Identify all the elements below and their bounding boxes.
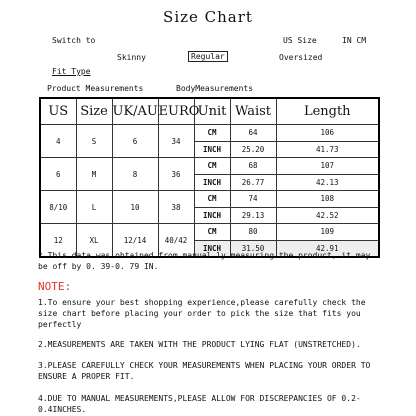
fit-option-regular[interactable]: Regular [188,51,228,62]
note-item-3: 3.PLEASE CAREFULLY CHECK YOUR MEASUREMENTS WHEN PLACING YOUR ORDER TO ENSURE A PROPER FIT. [38,361,371,381]
cell-length-inch: 42.13 [276,174,379,191]
measurement-disclaimer: * This data was obtained from manual ly measuring the product, it may be off by 0. 39-0. 79 IN. [38,251,371,271]
cell-length-cm: 107 [276,158,379,175]
header-waist: Waist [230,98,276,125]
cell-size: XL [76,224,112,258]
tab-body-measurements[interactable]: BodyMeasurements [176,84,254,93]
cell-euro: 36 [158,158,194,191]
cell-size: M [76,158,112,191]
header-us: US [40,98,76,125]
switch-to-label: Switch to [52,36,96,45]
cell-uk-au: 12/14 [112,224,158,258]
header-length: Length [276,98,379,125]
cell-unit-inch: INCH [194,141,230,158]
cell-unit-cm: CM [194,125,230,142]
fit-option-oversized[interactable]: Oversized [279,53,323,62]
cell-length-inch: 42.52 [276,207,379,224]
cell-waist-cm: 68 [230,158,276,175]
header-uk-au: UK/AU [112,98,158,125]
cell-unit-inch: INCH [194,240,230,257]
header-euro: EURO [158,98,194,125]
cell-waist-cm: 80 [230,224,276,241]
cell-waist-inch: 29.13 [230,207,276,224]
cell-uk-au: 6 [112,125,158,158]
cell-size: S [76,125,112,158]
cell-waist-cm: 74 [230,191,276,208]
cell-waist-inch: 25.20 [230,141,276,158]
size-table [39,97,380,258]
cell-us: 4 [40,125,76,158]
page-title: Size Chart [163,8,253,26]
cell-length-cm: 109 [276,224,379,241]
table-row [40,224,379,241]
fit-option-skinny[interactable]: Skinny [117,53,146,62]
cell-euro: 38 [158,191,194,224]
note-item-4: 4.DUE TO MANUAL MEASUREMENTS,PLEASE ALLOW FOR DISCREPANCIES OF 0.2-0.4INCHES. [38,394,361,414]
size-table-container [39,97,378,258]
cell-waist-cm: 64 [230,125,276,142]
table-row [40,125,379,142]
note-item-2: 2.MEASUREMENTS ARE TAKEN WITH THE PRODUCT LYING FLAT (UNSTRETCHED). [38,340,361,349]
cell-uk-au: 10 [112,191,158,224]
unit-toggle-in-cm[interactable]: IN CM [342,36,367,45]
cell-euro: 34 [158,125,194,158]
note-heading: NOTE: [38,280,72,293]
cell-uk-au: 8 [112,158,158,191]
cell-length-cm: 106 [276,125,379,142]
cell-euro: 40/42 [158,224,194,258]
cell-unit-cm: CM [194,224,230,241]
header-size: Size [76,98,112,125]
unit-toggle-us-size[interactable]: US Size [283,36,317,45]
cell-unit-inch: INCH [194,207,230,224]
cell-waist-inch: 26.77 [230,174,276,191]
cell-unit-inch: INCH [194,174,230,191]
note-item-1: 1.To ensure your best shopping experience,please carefully check the size chart before placing your order to pick the size that fits you perfectly [38,298,366,329]
table-row [40,191,379,208]
table-header-row [40,98,379,125]
table-row [40,158,379,175]
cell-length-inch: 42.91 [276,240,379,257]
cell-unit-cm: CM [194,158,230,175]
tab-product-measurements[interactable]: Product Measurements [47,84,144,93]
cell-length-cm: 108 [276,191,379,208]
cell-size: L [76,191,112,224]
cell-us: 8/10 [40,191,76,224]
cell-waist-inch: 31.50 [230,240,276,257]
cell-us: 12 [40,224,76,258]
cell-unit-cm: CM [194,191,230,208]
header-unit: Unit [194,98,230,125]
fit-type-label: Fit Type [52,67,91,76]
cell-us: 6 [40,158,76,191]
cell-length-inch: 41.73 [276,141,379,158]
